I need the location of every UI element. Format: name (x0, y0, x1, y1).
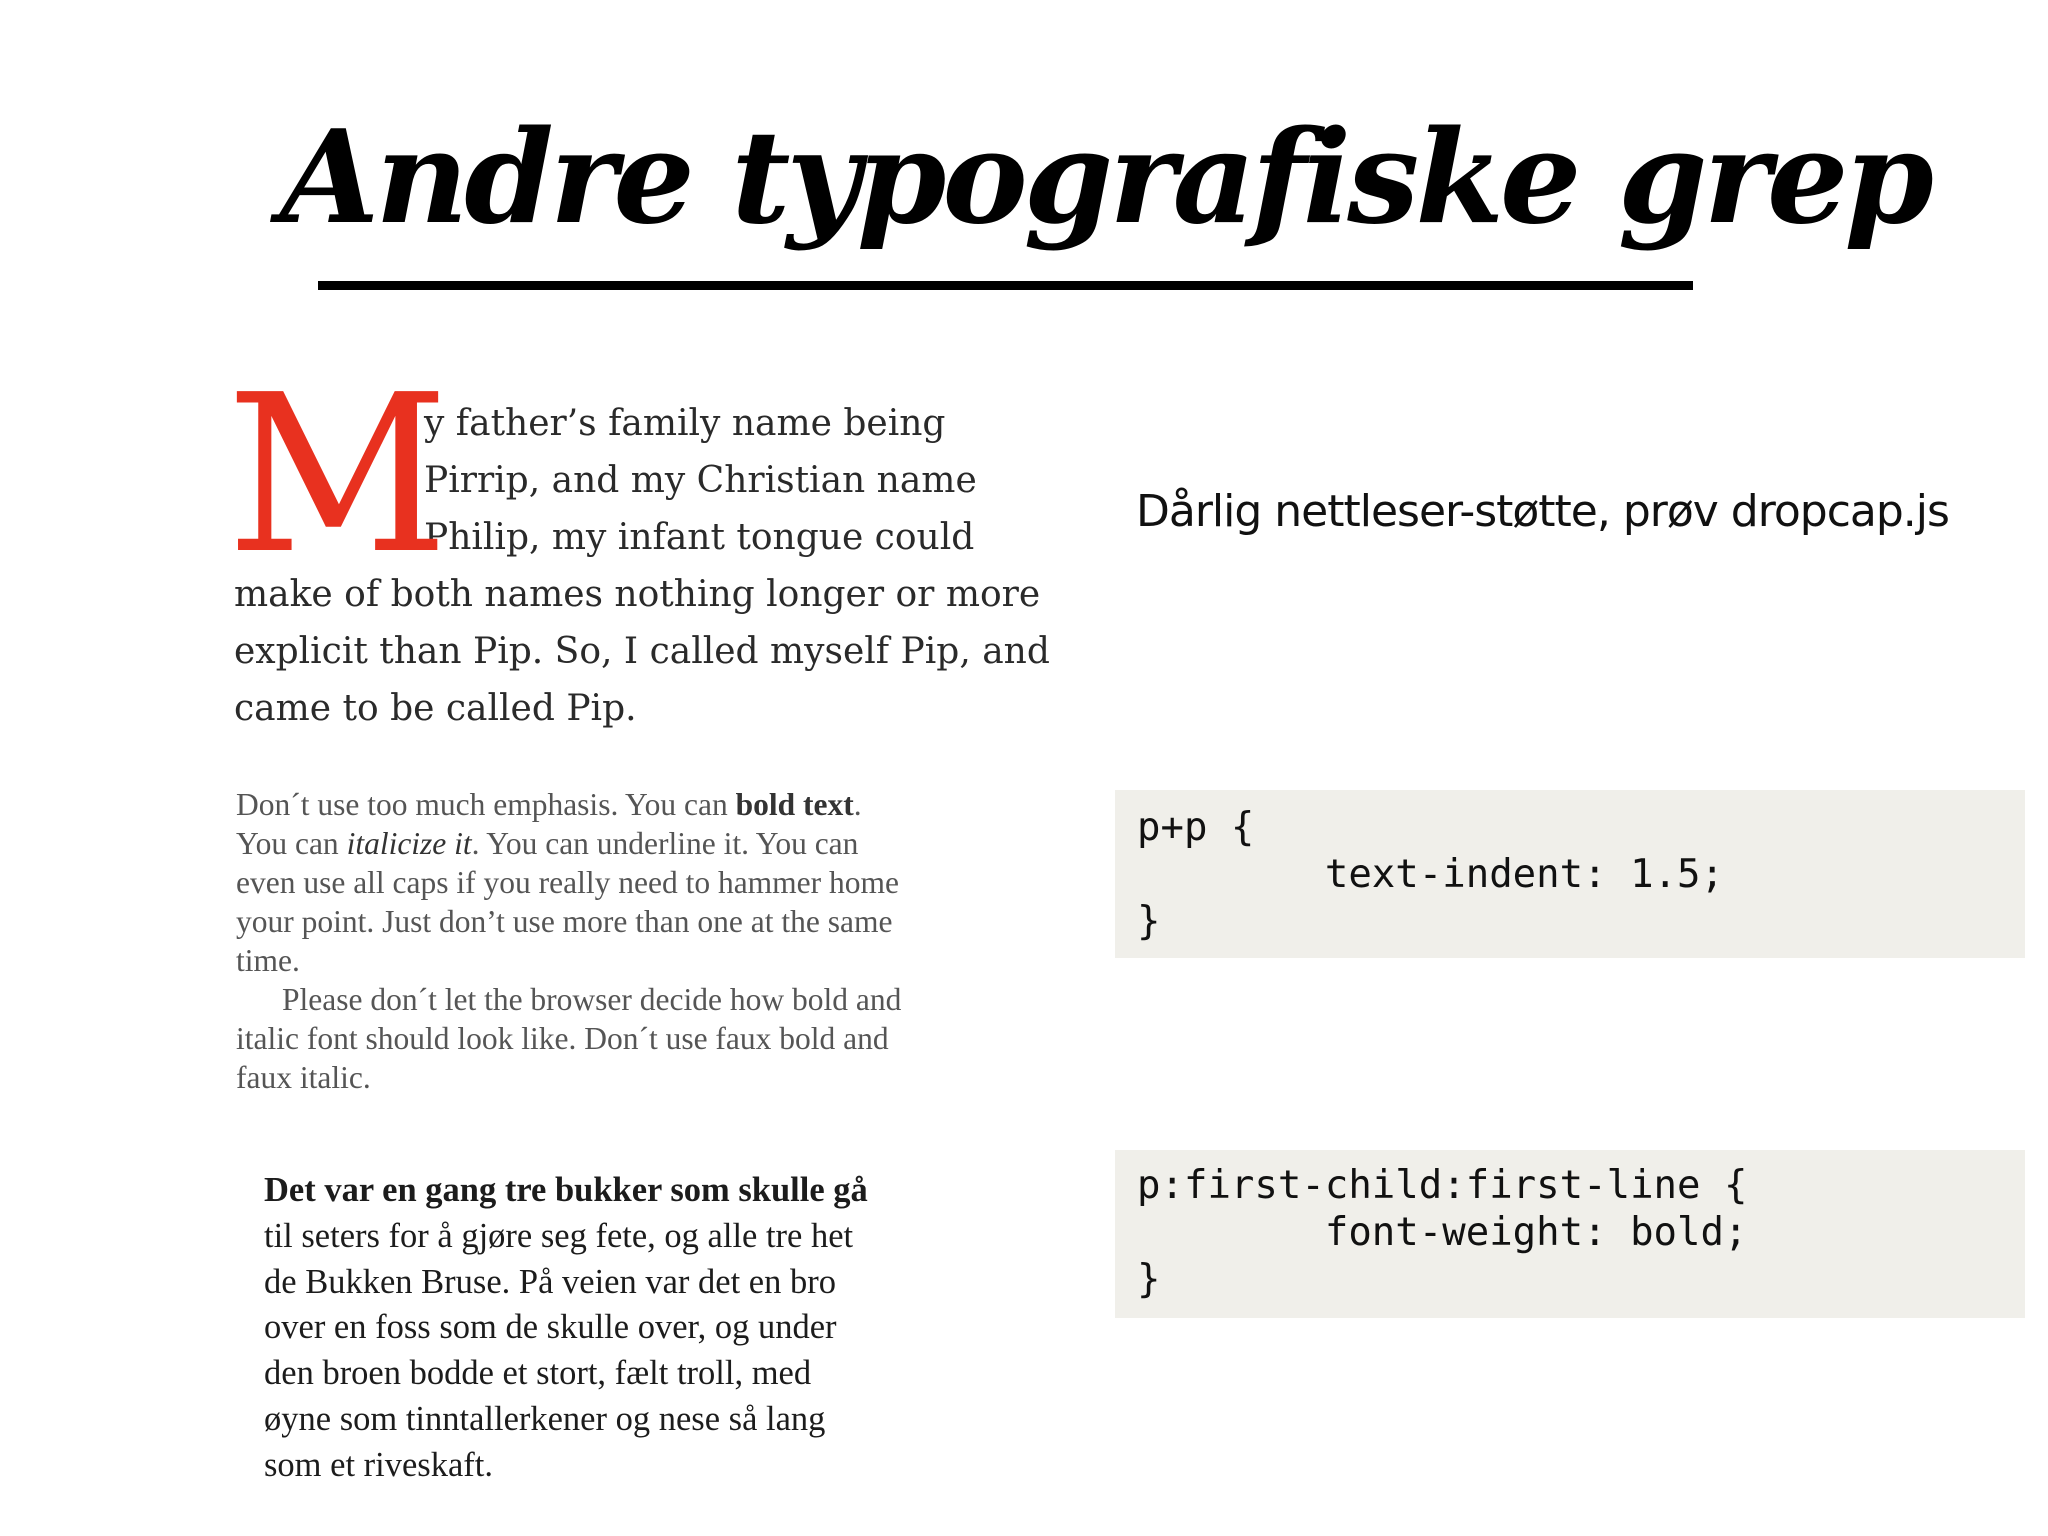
dropcap-line: explicit than Pip. So, I called myself Pip, and (234, 631, 1050, 672)
emphasis-line (236, 785, 996, 824)
first-line-text: øyne som tinntallerkener og nese så lang (264, 1399, 826, 1438)
emphasis-line: your point. Just don’t use more than one at the same (236, 904, 893, 939)
emphasis-line: time. (236, 943, 300, 978)
code-block-first-line (1115, 1150, 2025, 1318)
dropcap-line: y father’s family name being (424, 403, 946, 444)
code-line: p:first-child:first-line { (1137, 1163, 1748, 1208)
first-line-text: over en foss som de skulle over, og under (264, 1308, 837, 1347)
dropcap-line: make of both names nothing longer or more (234, 574, 1041, 615)
emphasis-line: italic font should look like. Don´t use faux bold and (236, 1021, 889, 1056)
emphasis-text: . You can underline it. You can (471, 826, 859, 861)
first-line-example (264, 1168, 984, 1489)
dropcap-letter: M (226, 349, 450, 602)
emphasis-text: Don´t use too much emphasis. You can (236, 787, 736, 822)
emphasis-line: even use all caps if you really need to hammer home (236, 865, 900, 900)
italic-text: italicize it (346, 826, 472, 861)
code-line: } (1137, 899, 1161, 944)
dropcap-line: came to be called Pip. (234, 688, 637, 729)
code-line: text-indent: 1.5; (1137, 852, 1724, 897)
bold-text: bold text (735, 787, 854, 822)
first-line-text: den broen bodde et stort, fælt troll, med (264, 1354, 812, 1393)
emphasis-text: . (853, 787, 862, 822)
dropcap-note: Dårlig nettleser-støtte, prøv dropcap.js (1136, 486, 1949, 537)
emphasis-line: faux italic. (236, 1060, 371, 1095)
code-line: font-weight: bold; (1137, 1210, 1748, 1255)
code-block-text-indent (1115, 790, 2025, 958)
first-line-text: til seters for å gjøre seg fete, og alle tre het (264, 1216, 854, 1255)
code-line: } (1137, 1257, 1161, 1302)
emphasis-text: You can (236, 826, 347, 861)
emphasis-example (236, 785, 996, 1097)
emphasis-line (236, 824, 996, 863)
first-line-text: som et riveskaft. (264, 1445, 493, 1484)
code-line: p+p { (1137, 805, 1255, 850)
dropcap-line: Philip, my infant tongue could (424, 517, 975, 558)
dropcap-line: Pirrip, and my Christian name (424, 460, 977, 501)
emphasis-line: Please don´t let the browser decide how bold and (282, 982, 902, 1017)
slide-title: Andre typografiske grep (280, 103, 1930, 253)
title-underline (318, 281, 1693, 290)
first-line-bold: Det var en gang tre bukker som skulle gå (264, 1171, 868, 1209)
first-line-text: de Bukken Bruse. På veien var det en bro (264, 1262, 836, 1301)
dropcap-example (226, 349, 1050, 737)
